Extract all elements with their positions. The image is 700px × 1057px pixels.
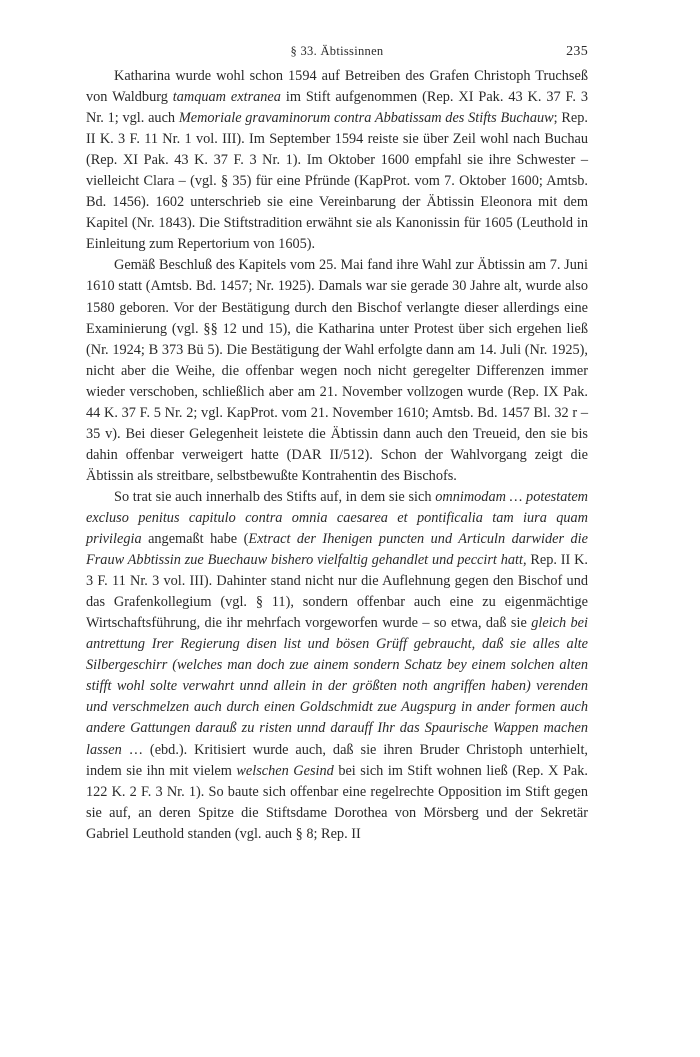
text-run: Katharina wurde wohl schon 1594 auf Betreiben des Grafen Christoph Truchseß von Waldburg (86, 68, 588, 106)
paragraph-2 (86, 255, 588, 487)
text-run: … (ebd.). Kritisiert wurde auch, daß sie ihren Bruder Christoph unterhielt, indem sie ihn mit vielem (86, 741, 588, 779)
italic-quote: Extract der Ihenigen puncten und Articuln darwider die Frauw Abbtissin zue Buechauw bishero vielfaltig gehandlet und peccirt hatt (86, 531, 589, 569)
italic-quote: tamquam extranea (172, 89, 281, 106)
text-run: So trat sie auch innerhalb des Stifts auf, in dem sie sich (114, 488, 436, 505)
text-run: bei sich im Stift wohnen ließ (Rep. X Pak. 122 K. 2 F. 3 Nr. 1). So baute sich offenbar eine regelrechte Opposition im Stift gegen sie auf, an deren Spitze die Stiftsdame Dorothea von Mörsberg und der Sekretär Gabriel Leuthold standen (vgl. auch § 8; Rep. II (86, 762, 588, 842)
text-run: , Rep. II K. 3 F. 11 Nr. 3 vol. III). Dahinter stand nicht nur die Auflehnung gegen den Bischof und das Grafenkollegium (vgl. § 11), sondern offenbar auch eine zu eigenmächtige Wirtschaftsführung, die ihr mehrfach vorgeworfen wurde – so etwa, daß sie (86, 552, 589, 632)
italic-quote: omnimodam … potestatem excluso penitus capitulo contra omnia caesarea et pontificalia tam iura quam privilegia (86, 488, 588, 548)
text-run: angemaßt habe ( (141, 531, 249, 548)
page-number: 235 (566, 44, 588, 59)
body-text (86, 66, 588, 845)
italic-quote: gleich bei antrettung Irer Regierung disen list und bösen Grüff gebraucht, daß sie alles alte Silbergeschirr (welches man doch zue ainem sondern Schatz bey einem solchen alten stifft wohl solte verwahrt unnd allein in der größten noth angriffen haben) verenden und verschmelzen auch durch einen Goldschmidt zue Augspurg in ander formen auch andere Gattungen darauß zu risten unnd darauff Ihr das Spaurische Wappen machen lassen (86, 615, 588, 758)
text-run: ; Rep. II K. 3 F. 11 Nr. 1 vol. III). Im September 1594 reiste sie über Zeil wohl nach Buchau (Rep. XI Pak. 43 K. 37 F. 3 Nr. 1). Im Oktober 1600 empfahl sie ihre Schwester – vielleicht Clara – (vgl. § 35) für eine Pfründe (KapProt. vom 7. Oktober 1600; Amtsb. Bd. 1456). 1602 unterschrieb sie eine Vereinbarung der Äbtissin Eleonora mit dem Kapitel (Nr. 1843). Die Stiftstradition erwähnt sie als Kanonissin für 1605 (Leuthold in Einleitung zum Repertorium von 1605). (86, 110, 588, 253)
paragraph-1 (86, 66, 588, 255)
italic-quote: welschen Gesind (236, 762, 334, 779)
section-title: § 33. Äbtissinnen (290, 44, 384, 58)
text-run: Gemäß Beschluß des Kapitels vom 25. Mai fand ihre Wahl zur Äbtissin am 7. Juni 1610 statt (Amtsb. Bd. 1457; Nr. 1925). Damals war sie gerade 30 Jahre alt, wurde also 1580 geboren. Vor der Bestätigung durch den Bischof verlangte dieser allerdings eine Examinierung (vgl. §§ 12 und 15), die Katharina unter Protest über sich ergehen ließ (Nr. 1924; B 373 Bü 5). Die Bestätigung der Wahl erfolgte dann am 14. Juli (Nr. 1925), nicht aber die Weihe, die offenbar wegen noch nicht geregelter Differenzen immer wieder verschoben, schließlich aber am 21. November vollzogen wurde (Rep. IX Pak. 44 K. 37 F. 5 Nr. 2; vgl. KapProt. vom 21. November 1610; Amtsb. Bd. 1457 Bl. 32 r – 35 v). Bei dieser Gelegenheit leistete die Äbtissin dann auch den Treueid, den sie bis dahin offenbar verweigert hatte (DAR II/512). Schon der Wahlvorgang zeigt die Äbtissin als streitbare, selbstbewußte Kontrahentin des Bischofs. (86, 257, 588, 484)
text-run: im Stift aufgenommen (Rep. XI Pak. 43 K. 37 F. 3 Nr. 1; vgl. auch (86, 89, 588, 127)
italic-quote: Memoriale gravaminorum contra Abbatissam des Stifts Buchauw (178, 110, 554, 127)
paragraph-3 (86, 487, 588, 845)
running-head (86, 44, 588, 62)
